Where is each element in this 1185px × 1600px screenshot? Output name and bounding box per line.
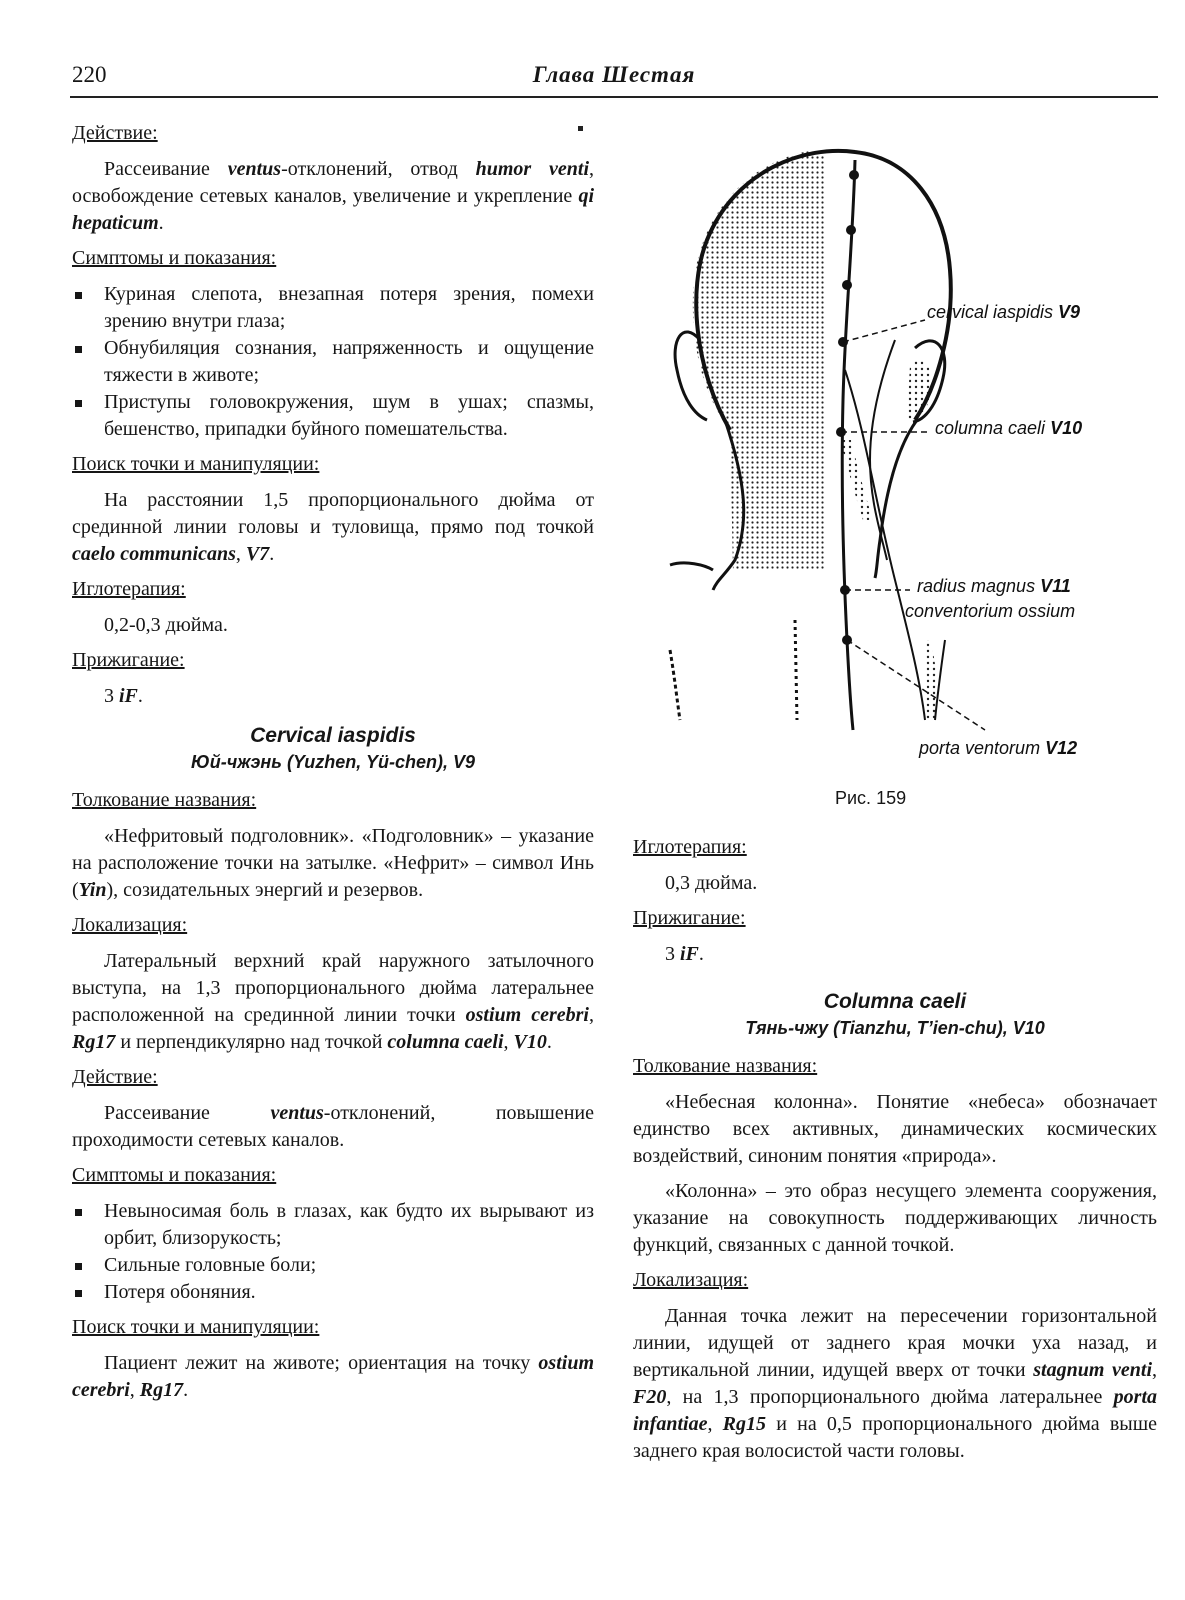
page-number: 220 bbox=[72, 62, 107, 87]
shaded-scalp-region bbox=[693, 150, 825, 570]
paragraph: 3 iF. bbox=[104, 685, 143, 707]
section-heading: Локализация: bbox=[633, 1269, 749, 1291]
chapter-title: Глава Шестая bbox=[532, 62, 696, 87]
figure-label: cervical iaspidis V9 bbox=[927, 302, 1081, 322]
paragraph: «Нефритовый подголовник». «Подголовник» – указание на расположение точки на затылке. «Нефрит» – символ Инь (Yin), созидательных энергий и резервов. bbox=[72, 825, 594, 901]
figure-label: radius magnus V11 bbox=[917, 576, 1071, 596]
list-item: Потеря обоняния. bbox=[72, 1279, 594, 1306]
leader-line bbox=[843, 320, 925, 342]
figure-label: columna caeli V10 bbox=[935, 418, 1083, 438]
paragraph: 3 iF. bbox=[665, 943, 704, 965]
page-header bbox=[70, 62, 1158, 98]
section-heading: Поиск точки и манипуляции: bbox=[72, 1316, 320, 1338]
section-heading: Действие: bbox=[72, 122, 158, 144]
right-column bbox=[633, 834, 1157, 1473]
spine-dots bbox=[795, 620, 797, 720]
section-heading: Толкование названия: bbox=[633, 1055, 818, 1077]
section-heading: Прижигание: bbox=[633, 907, 746, 929]
point-subtitle: Тянь-чжу (Tianzhu, T’ien-chu), V10 bbox=[745, 1018, 1045, 1038]
point-title: Columna caeli bbox=[823, 990, 967, 1013]
point-subtitle: Юй-чжэнь (Yuzhen, Yü-chen), V9 bbox=[190, 752, 475, 772]
paragraph: 0,2-0,3 дюйма. bbox=[104, 614, 228, 636]
shaded-neck-region bbox=[840, 440, 873, 520]
section-heading: Симптомы и показания: bbox=[72, 247, 277, 269]
section-heading: Толкование названия: bbox=[72, 789, 257, 811]
paragraph: На расстоянии 1,5 пропорционального дюйма от срединной линии головы и туловища, прямо под точкой caelo communicans, V7. bbox=[72, 489, 594, 565]
paragraph: «Небесная колонна». Понятие «небеса» обозначает единство всех активных, динамических космических воздействий, синоним понятия «природа». bbox=[633, 1091, 1157, 1167]
figure-label: conventorium ossium bbox=[905, 601, 1076, 621]
bullet-list bbox=[72, 1198, 594, 1306]
paragraph: Данная точка лежит на пересечении горизонтальной линии, идущей от заднего края мочки уха назад, и вертикальной линии, идущей вверх от точки stagnum venti, F20, на 1,3 пропорционального дюйма латеральнее porta infantiae, Rg15 и на 0,5 пропорционального дюйма выше заднего края волосистой части головы. bbox=[633, 1305, 1157, 1462]
section-heading: Действие: bbox=[72, 1066, 158, 1088]
list-item: Невыносимая боль в глазах, как будто их вырывают из орбит, близорукость; bbox=[72, 1198, 594, 1252]
list-item: Сильные головные боли; bbox=[72, 1252, 594, 1279]
head-back-illustration bbox=[625, 120, 1170, 820]
paragraph: Рассеивание ventus-отклонений, отвод humor venti, освобождение сетевых каналов, увеличение и укрепление qi hepaticum. bbox=[72, 158, 594, 234]
section-heading: Иглотерапия: bbox=[72, 578, 186, 600]
leader-line bbox=[847, 640, 985, 730]
section-heading: Прижигание: bbox=[72, 649, 185, 671]
point-title: Cervical iaspidis bbox=[250, 724, 416, 747]
paragraph: «Колонна» – это образ несущего элемента сооружения, указание на совокупность поддерживающих личность функций, связанных с данной точкой. bbox=[633, 1180, 1157, 1256]
point-marker bbox=[842, 280, 852, 290]
list-item: Обнубиляция сознания, напряженность и ощущение тяжести в животе; bbox=[72, 335, 594, 389]
paragraph: Пациент лежит на животе; ориентация на точку ostium cerebri, Rg17. bbox=[72, 1352, 594, 1401]
paragraph: Латеральный верхний край наружного затылочного выступа, на 1,3 пропорционального дюйма латеральнее расположенной на срединной линии точки ostium cerebri, Rg17 и перпендикулярно над точкой columna caeli, V10. bbox=[72, 950, 594, 1053]
point-marker bbox=[846, 225, 856, 235]
section-heading: Иглотерапия: bbox=[633, 836, 747, 858]
shoulder-line-left bbox=[670, 563, 713, 570]
anatomy-figure bbox=[625, 120, 1170, 820]
section-heading: Поиск точки и манипуляции: bbox=[72, 453, 320, 475]
left-arm-contour bbox=[670, 650, 680, 720]
figure-label: porta ventorum V12 bbox=[919, 738, 1078, 758]
paragraph: Рассеивание ventus-отклонений, повышение проходимости сетевых каналов. bbox=[72, 1102, 594, 1151]
bullet-list bbox=[72, 281, 594, 443]
list-item: Куриная слепота, внезапная потеря зрения, помехи зрению внутри глаза; bbox=[72, 281, 594, 335]
figure-caption: Рис. 159 bbox=[835, 788, 907, 808]
point-marker bbox=[849, 170, 859, 180]
muscle-contour bbox=[845, 370, 925, 720]
paragraph: 0,3 дюйма. bbox=[665, 872, 758, 894]
neck-right-contour bbox=[875, 420, 917, 578]
section-heading: Симптомы и показания: bbox=[72, 1164, 277, 1186]
list-item: Приступы головокружения, шум в ушах; спазмы, бешенство, припадки буйного помешательства. bbox=[72, 389, 594, 443]
left-column bbox=[72, 120, 594, 1412]
section-heading: Локализация: bbox=[72, 914, 188, 936]
